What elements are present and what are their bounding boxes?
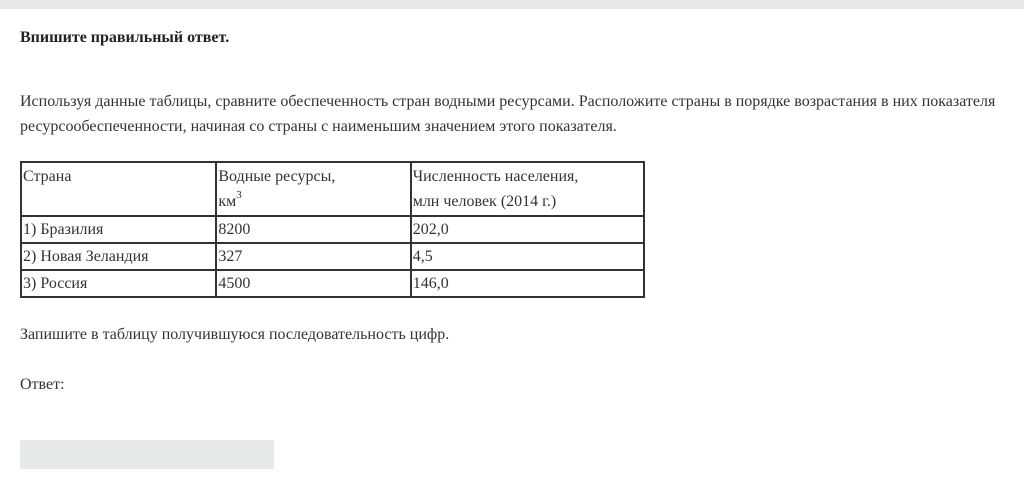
data-table — [20, 161, 645, 298]
table-row — [21, 270, 644, 297]
question-text: Используя данные таблицы, сравните обеспеченность стран водными ресурсами. Расположите страны в порядке возрастания в них показателя ресурсообеспеченности, начиная со страны с наименьшим значением этого показателя. — [20, 93, 996, 135]
answer-input[interactable] — [20, 440, 274, 469]
cell-water: 8200 — [216, 216, 410, 243]
cell-population: 202,0 — [411, 216, 644, 243]
top-bar — [0, 0, 1024, 9]
header-country — [21, 162, 216, 216]
cell-water: 4500 — [216, 270, 410, 297]
header-population-line2: млн человек (2014 г.) — [412, 193, 557, 210]
task-content — [20, 27, 1010, 397]
header-water-label: Водные ресурсы, — [218, 168, 336, 185]
cell-country: 2) Новая Зеландия — [21, 243, 216, 270]
header-water — [216, 162, 410, 216]
table-row — [21, 243, 644, 270]
header-population — [411, 162, 644, 216]
answer-label: Ответ: — [20, 376, 65, 393]
header-population-line1: Численность населения, — [412, 168, 579, 185]
header-water-unit-sup: 3 — [236, 189, 242, 201]
cell-population: 4,5 — [411, 243, 644, 270]
write-instruction: Запишите в таблицу получившуюся последовательность цифр. — [20, 326, 450, 343]
table-row — [21, 216, 644, 243]
task-instruction: Впишите правильный ответ. — [20, 29, 230, 46]
header-country-label: Страна — [23, 168, 72, 185]
cell-water: 327 — [216, 243, 410, 270]
cell-country: 1) Бразилия — [21, 216, 216, 243]
cell-country: 3) Россия — [21, 270, 216, 297]
cell-population: 146,0 — [411, 270, 644, 297]
header-water-unit: км — [218, 193, 237, 210]
table-header-row — [21, 162, 644, 216]
